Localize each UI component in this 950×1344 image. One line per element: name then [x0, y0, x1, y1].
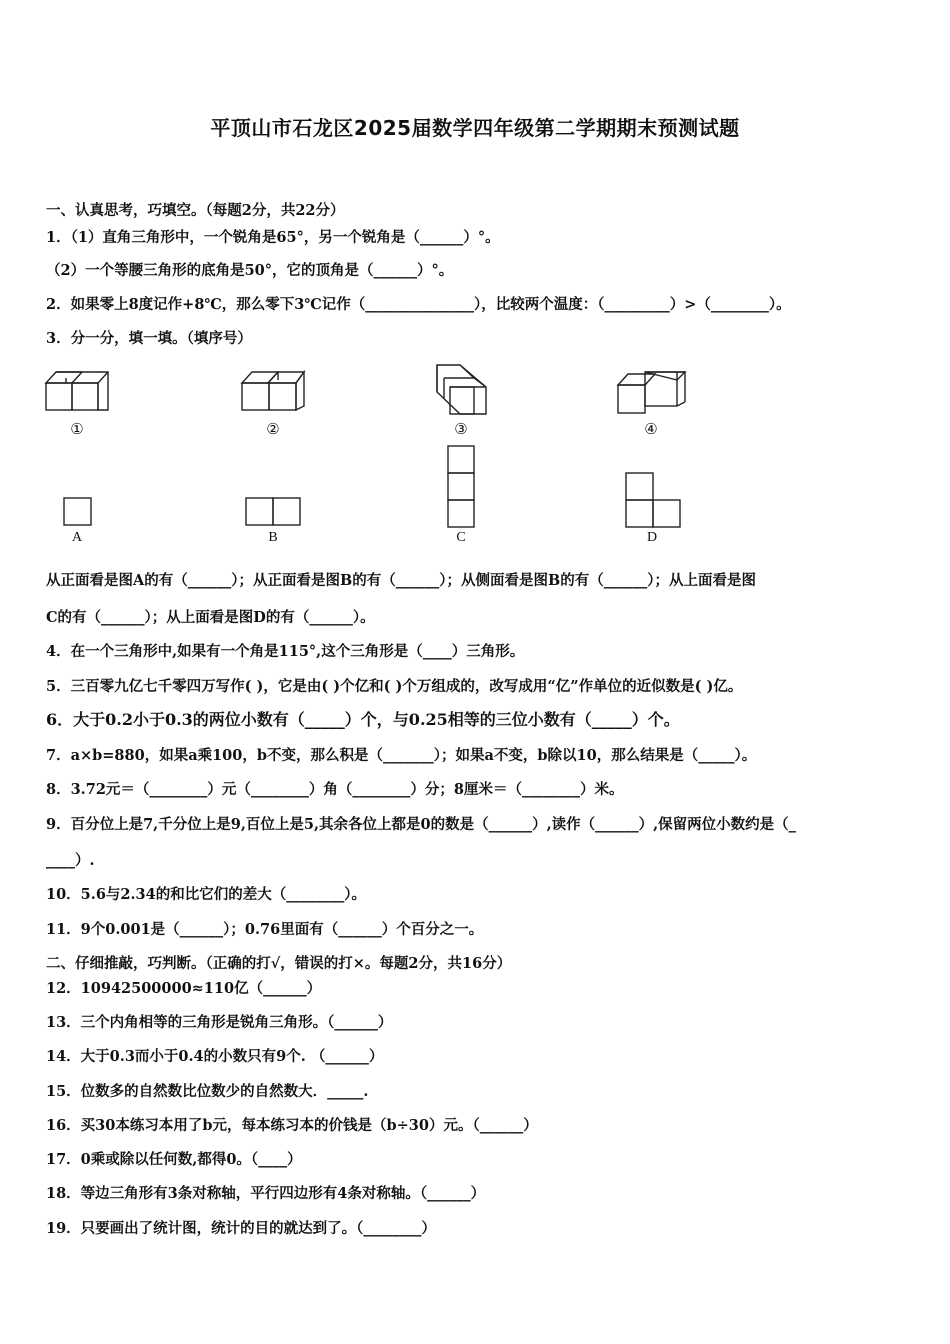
figure-4-cubes — [618, 372, 685, 413]
question-12: 12．10942500000≈110亿（______） — [46, 980, 322, 997]
figure-3-cubes — [437, 365, 486, 414]
question-14: 14．大于0.3而小于0.4的小数只有9个. （______） — [46, 1048, 384, 1065]
figure-2-label: ② — [266, 420, 280, 438]
question-3-answer-b: C的有（______）；从上面看是图D的有（______）。 — [46, 609, 375, 626]
question-9b: ____）. — [46, 852, 95, 869]
figure-1-label: ① — [70, 420, 84, 438]
question-19: 19．只要画出了统计图，统计的目的就达到了。（________） — [46, 1220, 436, 1237]
question-1a: 1．（1）直角三角形中，一个锐角是65°，另一个锐角是（______）°。 — [46, 229, 500, 246]
question-9a: 9．百分位上是7,千分位上是9,百位上是5,其余各位上都是0的数是（______）,读作（______）,保留两位小数约是（_ — [46, 816, 796, 833]
view-d-shape — [626, 473, 680, 527]
question-17: 17．0乘或除以任何数,都得0。（____） — [46, 1151, 302, 1168]
question-11: 11．9个0.001是（______）；0.76里面有（______）个百分之一。 — [46, 921, 484, 938]
question-3-answer-a: 从正面看是图A的有（______）；从正面看是图B的有（______）；从侧面看是图B的有（______）；从上面看是图 — [46, 572, 757, 589]
view-b-label: B — [268, 530, 278, 545]
question-4: 4．在一个三角形中,如果有一个角是115°,这个三角形是（____）三角形。 — [46, 643, 525, 660]
question-18: 18．等边三角形有3条对称轴，平行四边形有4条对称轴。（______） — [46, 1185, 486, 1202]
view-a-label: A — [71, 530, 83, 545]
question-8: 8．3.72元＝（________）元（________）角（________）分；8厘米＝（________）米。 — [46, 781, 624, 798]
question-1b: （2）一个等腰三角形的底角是50°，它的顶角是（______）°。 — [46, 262, 454, 279]
section1-heading: 一、认真思考，巧填空。（每题2分，共22分） — [46, 202, 345, 219]
question-13: 13．三个内角相等的三角形是锐角三角形。（______） — [46, 1014, 393, 1031]
figure-4-label: ④ — [644, 420, 658, 438]
question-2: 2．如果零上8度记作+8℃，那么零下3℃记作（_______________），比较两个温度：（_________）>（________）。 — [46, 296, 791, 313]
figure-2-cubes — [242, 372, 304, 410]
view-c-label: C — [456, 530, 466, 545]
question-7: 7．a×b=880，如果a乘100，b不变，那么积是（_______）；如果a不变，b除以10，那么结果是（_____）。 — [46, 747, 757, 764]
question-6: 6．大于0.2小于0.3的两位小数有（_____）个，与0.25相等的三位小数有（_____）个。 — [46, 710, 680, 729]
figure-3-label: ③ — [454, 420, 468, 438]
cube-figures — [0, 0, 950, 560]
view-d-label: D — [646, 530, 658, 545]
view-c-shape — [448, 446, 474, 527]
question-16: 16．买30本练习本用了b元，每本练习本的价钱是（b÷30）元。（______） — [46, 1117, 538, 1134]
question-5: 5．三百零九亿七千零四万写作( )，它是由( )个亿和( )个万组成的，改写成用“亿”作单位的近似数是( )亿。 — [46, 678, 743, 695]
page-title: 平顶山市石龙区2025届数学四年级第二学期期末预测试题 — [210, 116, 740, 140]
view-a-shape — [64, 498, 91, 525]
view-b-shape — [246, 498, 300, 525]
section2-heading: 二、仔细推敲，巧判断。（正确的打√，错误的打×。每题2分，共16分） — [46, 955, 512, 972]
question-10: 10．5.6与2.34的和比它们的差大（________）。 — [46, 886, 366, 903]
question-15: 15．位数多的自然数比位数少的自然数大．_____. — [46, 1083, 369, 1100]
question-3: 3．分一分，填一填。（填序号） — [46, 330, 252, 347]
figure-1-cubes — [46, 372, 108, 410]
